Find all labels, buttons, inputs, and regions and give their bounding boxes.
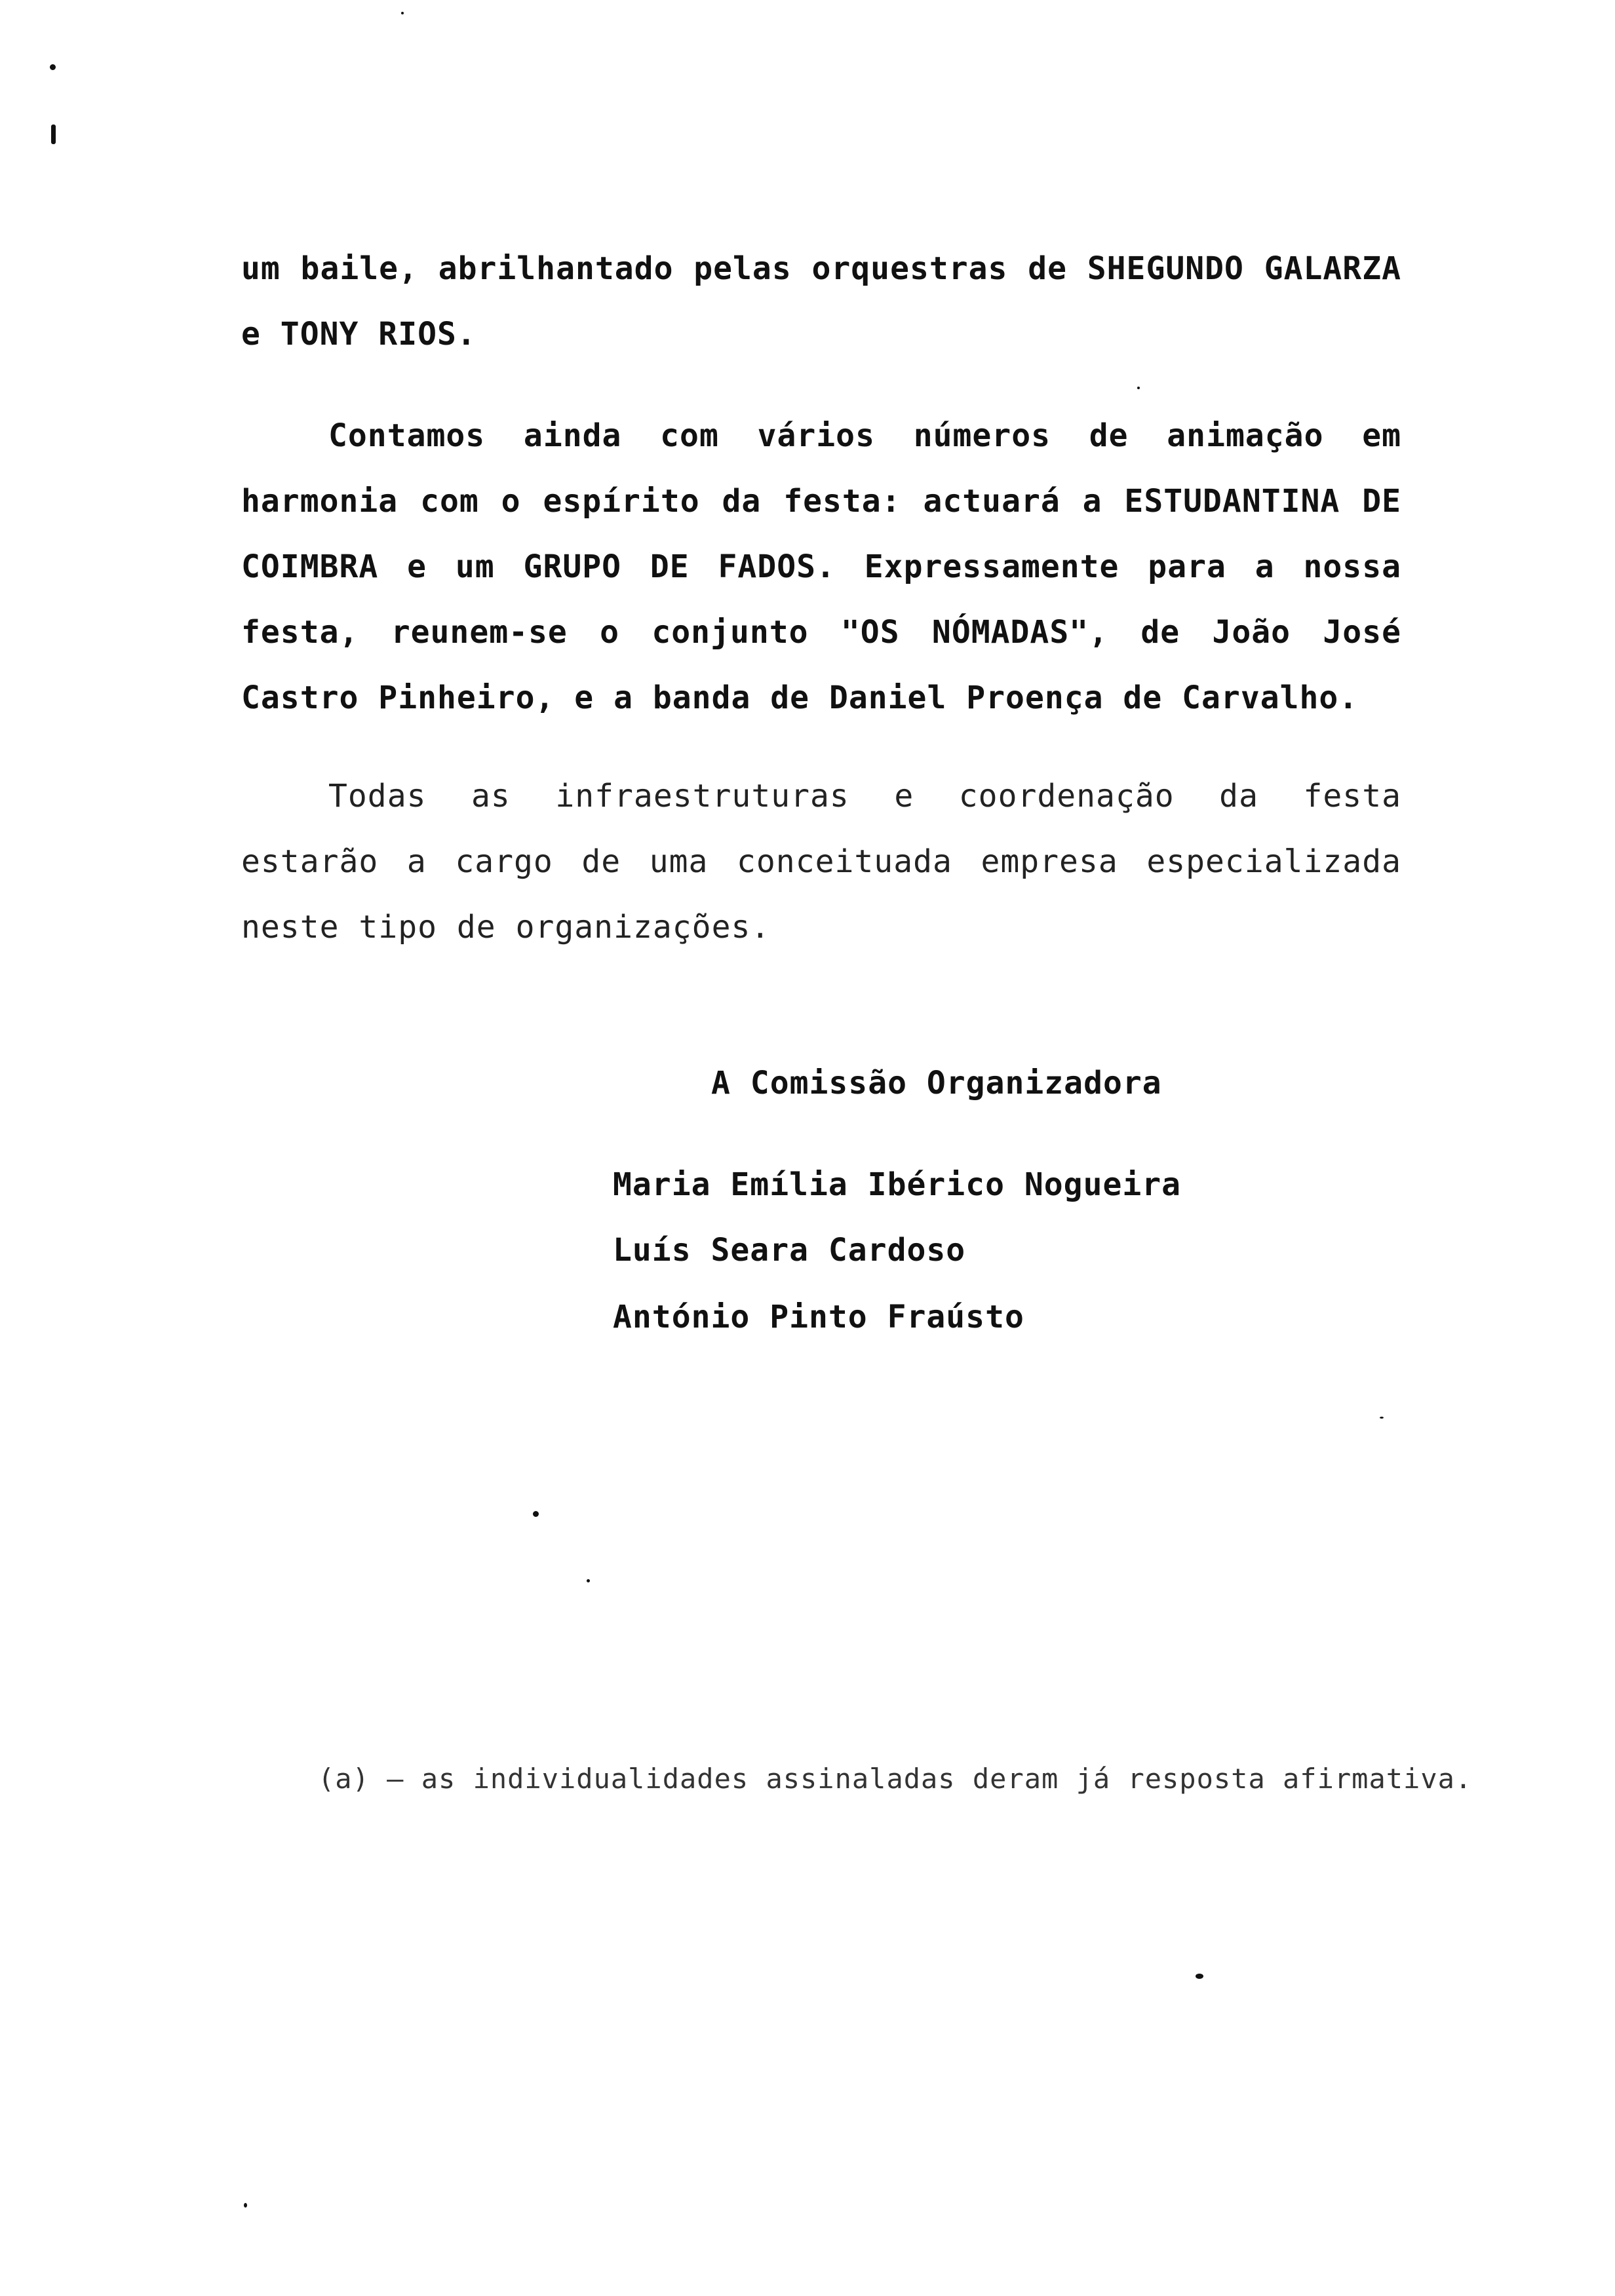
signatory-name: António Pinto Fraústo <box>613 1299 1024 1335</box>
scan-speck <box>401 12 404 14</box>
scan-speck <box>1137 387 1140 389</box>
signatory-name: Luís Seara Cardoso <box>613 1232 966 1269</box>
signature-title: A Comissão Organizadora <box>711 1065 1162 1101</box>
footnote: (a) – as individualidades assinaladas deram já resposta afirmativa. <box>318 1763 1473 1795</box>
scan-speck <box>533 1511 539 1517</box>
paragraph-orchestras: um baile, abrilhantado pelas orquestras de SHEGUNDO GALARZA e TONY RIOS. <box>241 250 1401 353</box>
scan-speck <box>1380 1417 1384 1419</box>
paragraph-entertainment: Contamos ainda com vários números de animação em harmonia com o espírito da festa: actuará a ESTUDANTINA DE COIMBRA e um GRUPO DE FADOS. Expressamente para a nossa festa, reunem-se o conjunto "OS NÓMADAS", de João José Castro Pinheiro, e a banda de Daniel Proença de Carvalho. <box>241 417 1401 716</box>
scan-speck <box>1196 1974 1203 1979</box>
scan-speck <box>50 64 56 70</box>
signatory-name: Maria Emília Ibérico Nogueira <box>613 1166 1182 1203</box>
scan-speck <box>51 124 56 144</box>
scan-speck <box>244 2203 247 2208</box>
scan-speck <box>587 1579 590 1582</box>
paragraph-organization: Todas as infraestruturas e coordenação da festa estarão a cargo de uma conceituada empresa especializada neste tipo de organizações. <box>241 778 1401 946</box>
